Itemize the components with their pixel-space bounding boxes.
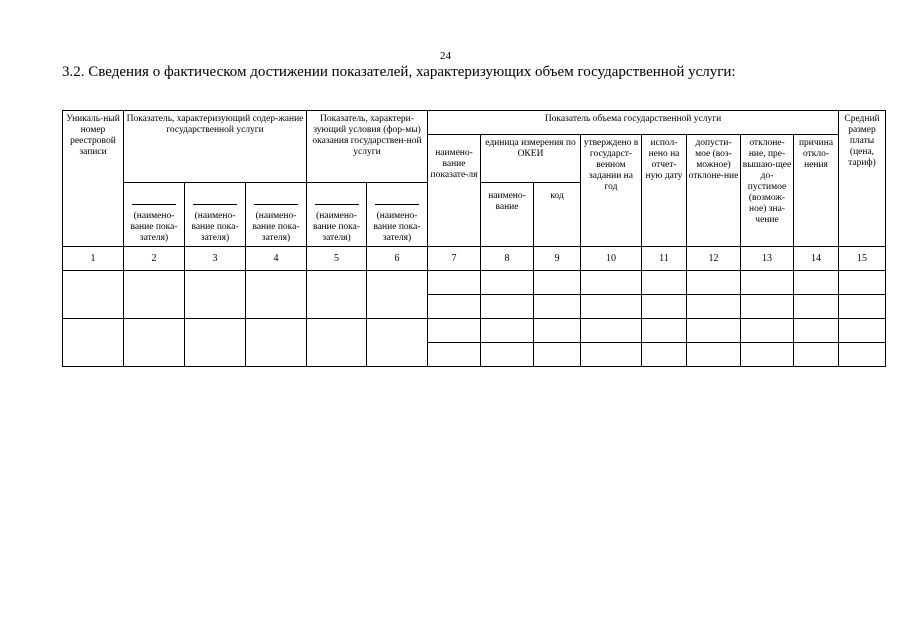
header-name: наимено-вание показате-ля: [428, 135, 481, 247]
table-cell[interactable]: [581, 343, 642, 367]
condition-indicator-2: [367, 183, 428, 247]
table-cell[interactable]: [307, 271, 367, 319]
column-number: 12: [687, 247, 741, 271]
column-number: 8: [481, 247, 534, 271]
table-cell[interactable]: [124, 319, 185, 367]
table-cell[interactable]: [367, 319, 428, 367]
table-cell[interactable]: [428, 319, 481, 343]
volume-indicators-table: [62, 110, 886, 367]
header-registry-number: Уникаль-ный номер реестровой записи: [63, 111, 124, 247]
table-cell[interactable]: [581, 271, 642, 295]
column-number: 3: [185, 247, 246, 271]
table-cell[interactable]: [428, 271, 481, 295]
table-cell[interactable]: [741, 319, 794, 343]
column-number: 1: [63, 247, 124, 271]
column-number: 7: [428, 247, 481, 271]
table-cell[interactable]: [185, 271, 246, 319]
column-number: 6: [367, 247, 428, 271]
table-cell[interactable]: [63, 319, 124, 367]
column-number: 5: [307, 247, 367, 271]
column-number: 14: [794, 247, 839, 271]
table-cell[interactable]: [124, 271, 185, 319]
header-exceeding-deviation: отклоне-ние, пре-вышаю-щее до-пустимое (возмож-ное) зна-чение: [741, 135, 794, 247]
table-cell[interactable]: [534, 271, 581, 295]
table-cell[interactable]: [307, 319, 367, 367]
header-unit-code: код: [534, 183, 581, 247]
indicator-name-label: (наимено-вание пока-зателя): [191, 211, 239, 243]
table-cell[interactable]: [794, 343, 839, 367]
section-heading: 3.2. Сведения о фактическом достижении показателей, характеризующих объем государственной услуги:: [62, 64, 736, 80]
indicator-name-label: (наимено-вание пока-зателя): [130, 211, 178, 243]
table-cell[interactable]: [63, 271, 124, 319]
table-cell[interactable]: [481, 295, 534, 319]
table-cell[interactable]: [687, 343, 741, 367]
table-cell[interactable]: [687, 295, 741, 319]
header-deviation-reason: причина откло-нения: [794, 135, 839, 247]
column-number: 10: [581, 247, 642, 271]
table-cell[interactable]: [741, 295, 794, 319]
indicator-name-label: (наимено-вание пока-зателя): [252, 211, 300, 243]
condition-indicator-1: [307, 183, 367, 247]
table-cell[interactable]: [741, 343, 794, 367]
table-cell[interactable]: [481, 343, 534, 367]
table-cell[interactable]: [642, 295, 687, 319]
table-cell[interactable]: [741, 271, 794, 295]
content-indicator-2: [185, 183, 246, 247]
table-cell[interactable]: [839, 319, 886, 343]
page-number: 24: [440, 50, 451, 62]
table-cell[interactable]: [642, 319, 687, 343]
column-number: 4: [246, 247, 307, 271]
table-cell[interactable]: [367, 271, 428, 319]
header-approved: утверждено в государст-венном задании на год: [581, 135, 642, 247]
table-cell[interactable]: [687, 271, 741, 295]
table-cell[interactable]: [839, 343, 886, 367]
table-cell[interactable]: [246, 319, 307, 367]
header-content-indicator: Показатель, характеризующий содер-жание государственной услуги: [124, 111, 307, 183]
header-fulfilled: испол-нено на отчет-ную дату: [642, 135, 687, 247]
content-indicator-3: [246, 183, 307, 247]
header-conditions-indicator: Показатель, характери-зующий условия (фор-мы) оказания государствен-ной услуги: [307, 111, 428, 183]
content-indicator-1: [124, 183, 185, 247]
table-cell[interactable]: [581, 295, 642, 319]
table-cell[interactable]: [642, 271, 687, 295]
table-cell[interactable]: [185, 319, 246, 367]
table-row: [63, 271, 886, 295]
table-cell[interactable]: [687, 319, 741, 343]
header-unit-okei: единица измерения по ОКЕИ: [481, 135, 581, 183]
table-cell[interactable]: [534, 295, 581, 319]
table-cell[interactable]: [839, 295, 886, 319]
table-cell[interactable]: [481, 319, 534, 343]
table-cell[interactable]: [246, 271, 307, 319]
column-number: 9: [534, 247, 581, 271]
table-cell[interactable]: [534, 319, 581, 343]
table-cell[interactable]: [428, 343, 481, 367]
header-allowed-deviation: допусти-мое (воз-можное) отклоне-ние: [687, 135, 741, 247]
header-average-payment: Средний размер платы (цена, тариф): [839, 111, 886, 247]
table-cell[interactable]: [581, 319, 642, 343]
column-number: 2: [124, 247, 185, 271]
table-cell[interactable]: [481, 271, 534, 295]
column-number: 11: [642, 247, 687, 271]
table-cell[interactable]: [428, 295, 481, 319]
table-cell[interactable]: [794, 295, 839, 319]
column-number: 15: [839, 247, 886, 271]
table-cell[interactable]: [534, 343, 581, 367]
header-unit-name: наимено-вание: [481, 183, 534, 247]
table-row: [63, 319, 886, 343]
indicator-name-label: (наимено-вание пока-зателя): [312, 211, 361, 243]
header-volume-indicator: Показатель объема государственной услуги: [428, 111, 839, 135]
table-cell[interactable]: [642, 343, 687, 367]
table-cell[interactable]: [794, 319, 839, 343]
table-cell[interactable]: [794, 271, 839, 295]
column-number: 13: [741, 247, 794, 271]
indicator-name-label: (наимено-вание пока-зателя): [373, 211, 421, 243]
table-cell[interactable]: [839, 271, 886, 295]
